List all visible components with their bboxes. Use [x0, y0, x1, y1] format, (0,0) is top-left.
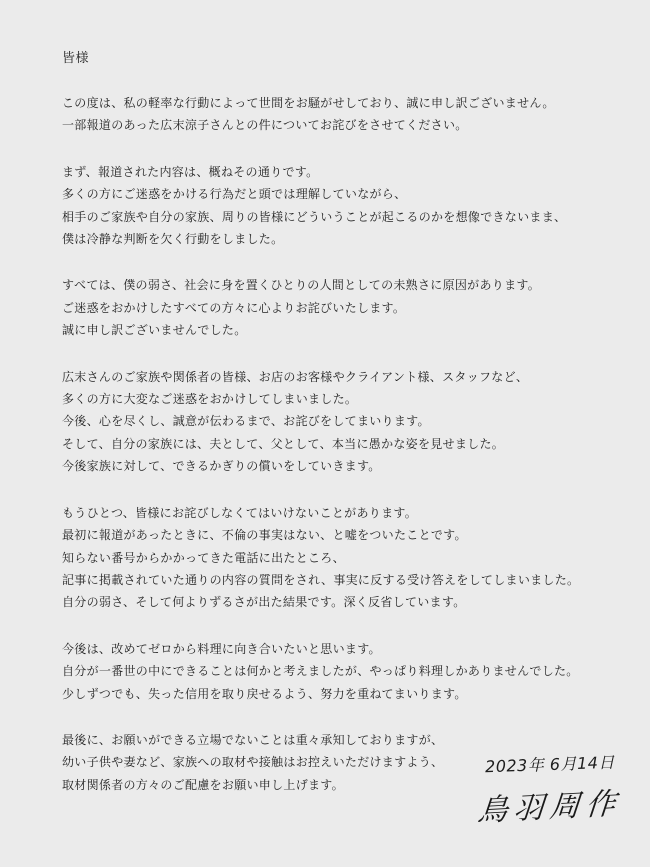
text-line: 知らない番号からかかってきた電話に出たところ、 — [62, 550, 345, 565]
text-line: ご迷惑をおかけしたすべての方々に心よりお詫びいたします。 — [62, 300, 406, 315]
text-line: この度は、私の軽率な行動によって世間をお騒がせしており、誠に申し訳ございません。 — [62, 96, 555, 110]
text-line: 多くの方に大変なご迷惑をおかけしてしまいました。 — [62, 392, 358, 407]
text-line: 記事に掲載されていた通りの内容の質問をされ、事実に反する受け答えをしてしまいました。 — [62, 572, 580, 587]
text-line: 一部報道のあった広末涼子さんとの件についてお詫びをさせてください。 — [62, 118, 468, 133]
text-line: すべては、僕の弱さ、社会に身を置くひとりの人間としての未熟さに原因があります。 — [62, 278, 541, 293]
text-line: 広末さんのご家族や関係者の皆様、お店のお客様やクライアント様、スタッフなど、 — [62, 369, 529, 384]
text-line: 少しずつでも、失った信用を取り戻せるよう、努力を重ねてまいります。 — [62, 686, 467, 701]
text-line: 取材関係者の方々のご配慮をお願い申し上げます。 — [62, 777, 344, 792]
text-line: 誠に申し訳ございませんでした。 — [62, 323, 247, 338]
text-line: 最後に、お願いができる立場でないことは重々承知しておりますが、 — [62, 732, 444, 747]
handwritten-date: 2023年 6月14日 — [484, 752, 616, 777]
text-line: 今後は、改めてゼロから料理に向き合いたいと思います。 — [62, 641, 381, 656]
text-line: 幼い子供や妻など、家族への取材や接触はお控えいただけますよう、 — [62, 755, 444, 770]
text-line: 最初に報道があったときに、不倫の事実はない、と嘘をついたことです。 — [62, 528, 467, 543]
paragraph-responsibility — [62, 274, 602, 341]
paragraph-apology — [62, 92, 602, 137]
text-line: 多くの方にご迷惑をかける行為だと頭では理解していながら、 — [62, 187, 407, 202]
text-line: 自分の弱さ、そして何よりずるさが出た結果です。深く反省しています。 — [62, 595, 466, 610]
text-line: まず、報道された内容は、概ねその通りです。 — [62, 164, 319, 179]
text-line: そして、自分の家族には、夫として、父として、本当に愚かな姿を見せました。 — [62, 436, 505, 451]
text-line: 僕は冷静な判断を欠く行動をしました。 — [62, 232, 284, 247]
text-line: 今後、心を尽くし、誠意が伝わるまで、お詫びをしてまいります。 — [62, 414, 430, 429]
salutation: 皆様 — [62, 51, 90, 66]
paragraph-future — [62, 638, 602, 705]
text-line: 相手のご家族や自分の家族、周りの皆様にどういうことが起こるのかを想像できないまま、 — [62, 209, 567, 224]
text-line: もうひとつ、皆様にお詫びしなくてはいけないことがあります。 — [62, 505, 418, 520]
text-line: 今後家族に対して、できるかぎりの償いをしていきます。 — [62, 459, 381, 474]
letter-body — [62, 92, 602, 820]
paragraph-families — [62, 366, 602, 478]
handwritten-signature: 鳥羽周作 — [476, 786, 624, 829]
paragraph-lie — [62, 502, 602, 614]
paragraph-report-content — [62, 161, 602, 251]
text-line: 自分が一番世の中にできることは何かと考えましたが、やっぱり料理しかありませんでした。 — [62, 664, 579, 679]
